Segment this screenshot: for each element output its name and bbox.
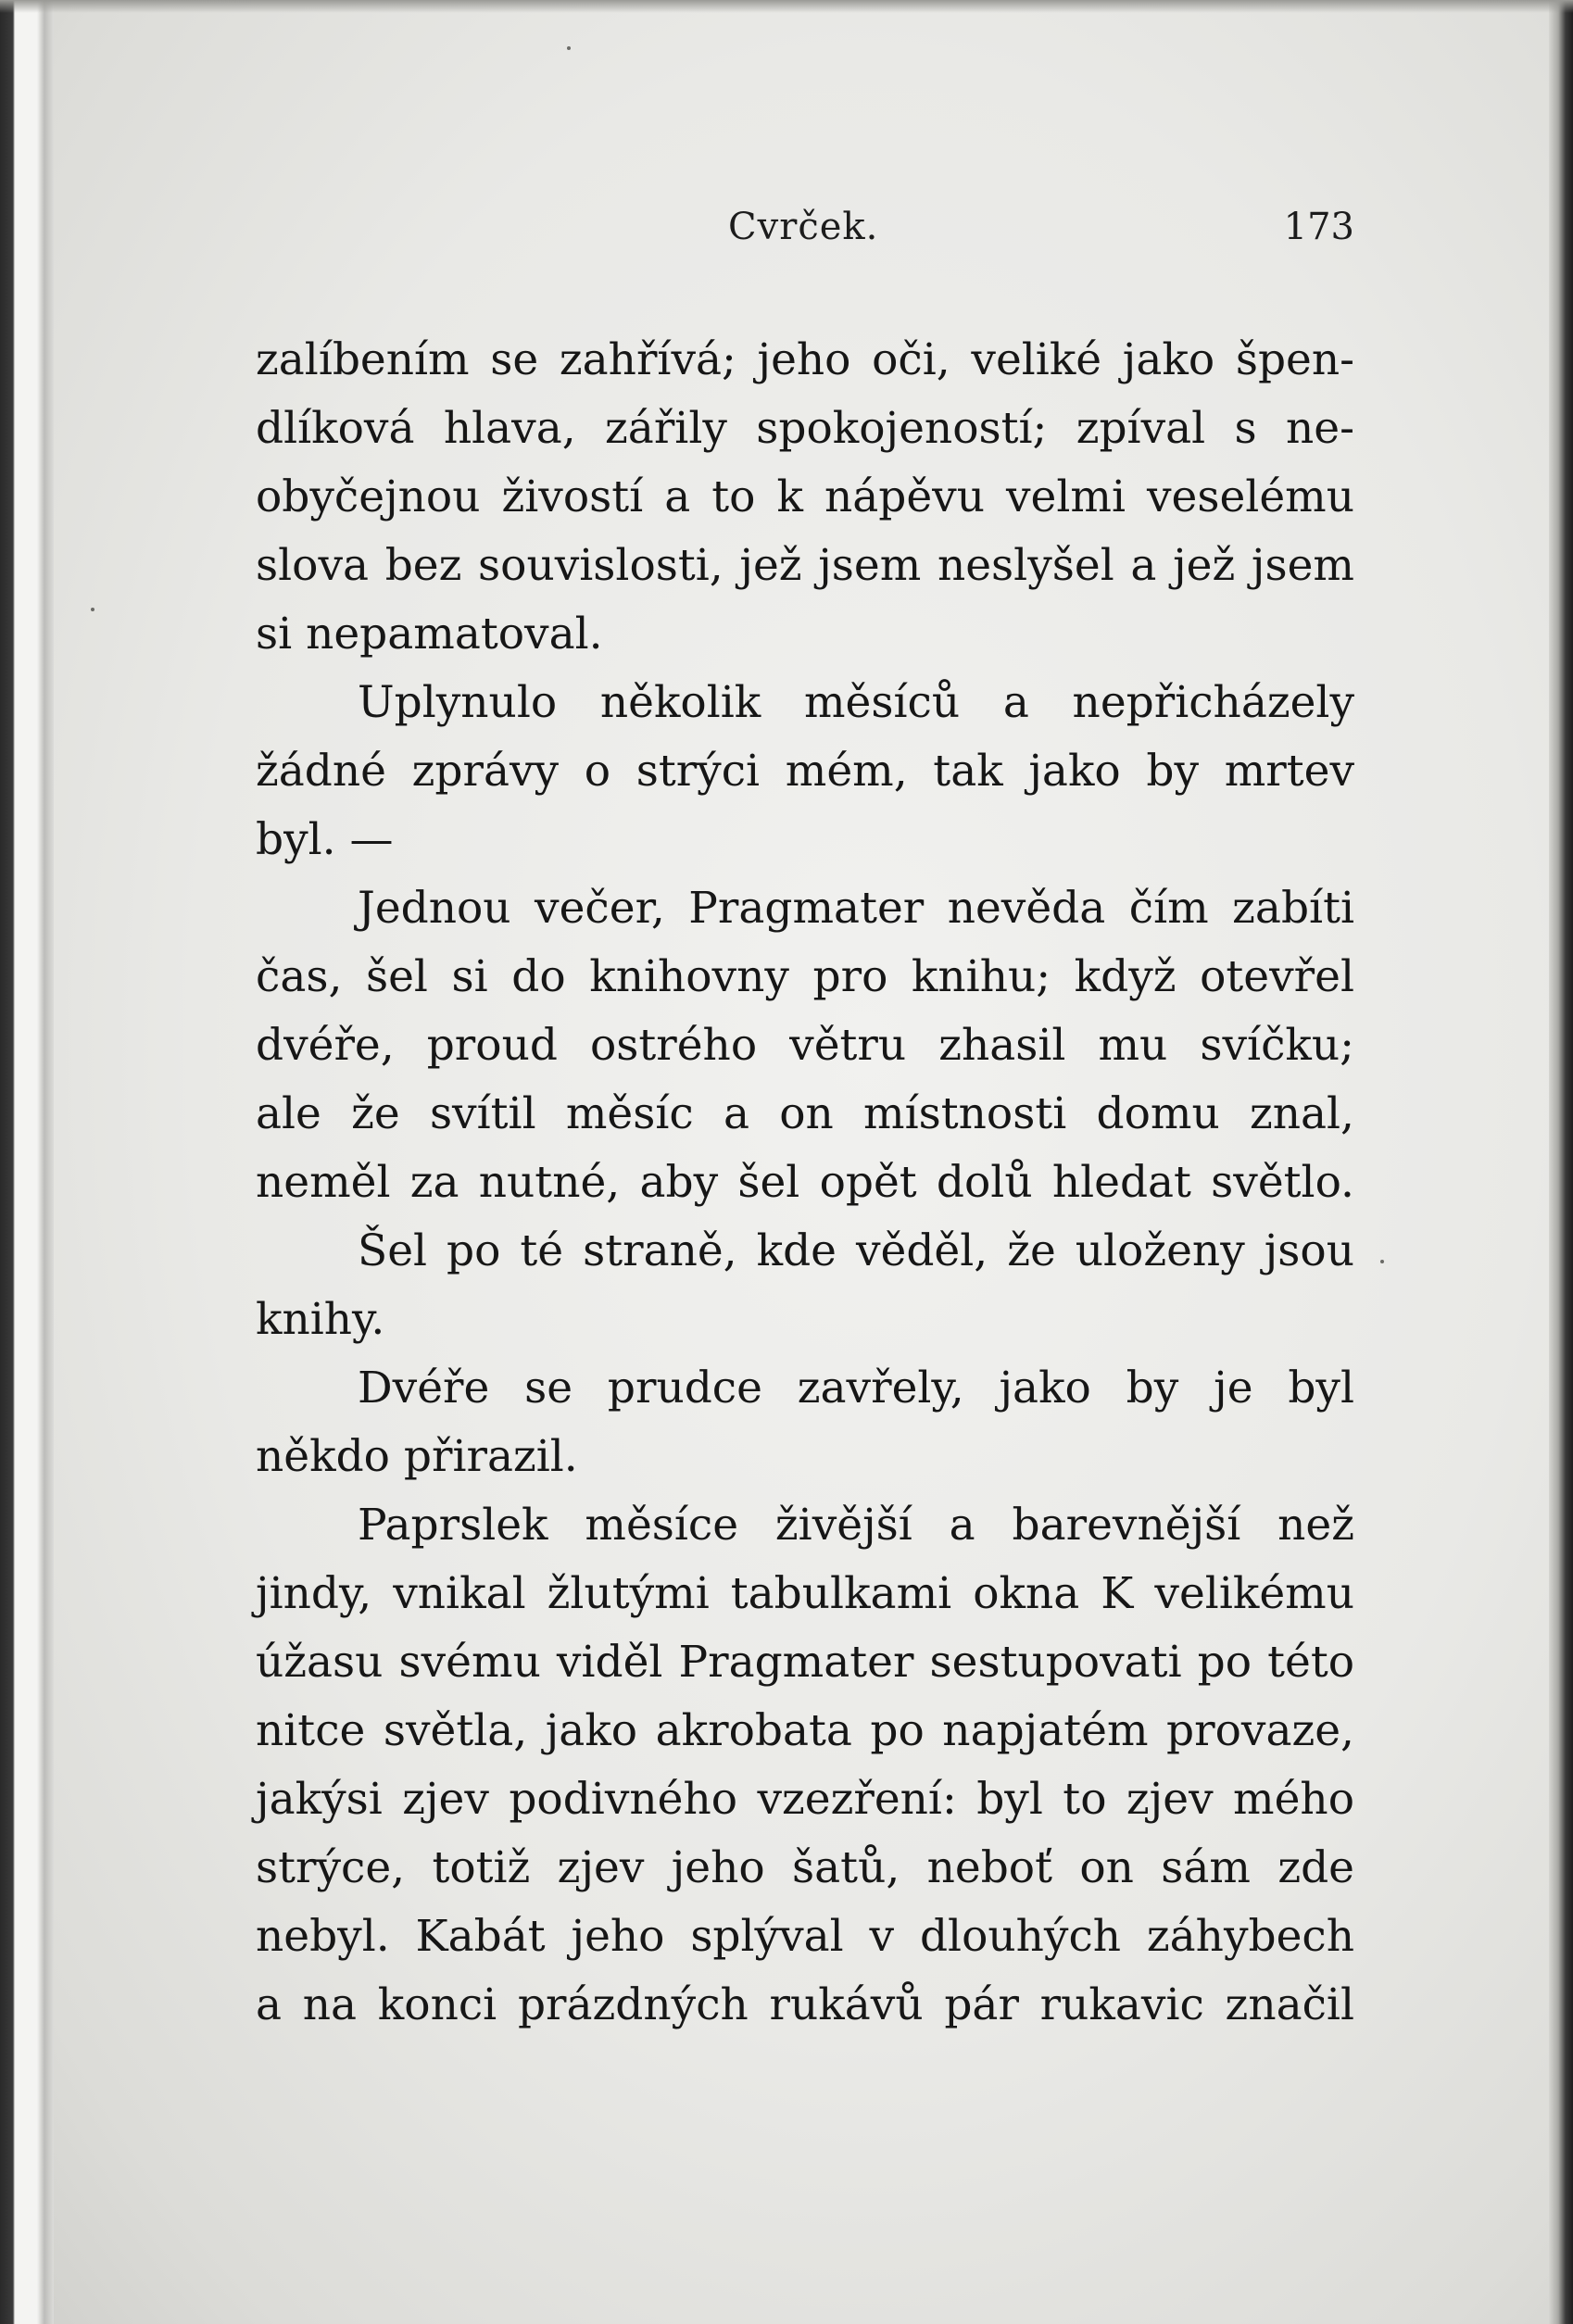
text-line: Šel po té straně, kde věděl, že uloženy jsou xyxy=(358,1225,1354,1276)
text-line: slova bez souvislosti, jež jsem neslyšel a jež jsem xyxy=(256,540,1354,591)
text-line: neměl za nutné, aby šel opět dolů hledat světlo. xyxy=(256,1157,1354,1208)
paper-speck xyxy=(567,46,571,50)
text-line: nitce světla, jako akrobata po napjatém provaze, xyxy=(256,1705,1354,1756)
text-line: Uplynulo několik měsíců a nepřicházely xyxy=(358,677,1354,728)
text-line: dlíková hlava, zářily spokojeností; zpíval s ne- xyxy=(256,403,1354,454)
text-line: byl. — xyxy=(256,814,394,865)
text-line: úžasu svému viděl Pragmater sestupovati po této xyxy=(256,1637,1354,1688)
text-line: strýce, totiž zjev jeho šatů, neboť on sám zde xyxy=(256,1842,1354,1893)
paper-speck xyxy=(1380,1260,1384,1263)
text-line: knihy. xyxy=(256,1294,385,1345)
running-head-title: Cvrček. xyxy=(728,206,879,248)
text-line: Dvéře se prudce zavřely, jako by je byl xyxy=(358,1363,1354,1413)
text-line: jakýsi zjev podivného vzezření: byl to zjev mého xyxy=(256,1774,1354,1825)
page-top-edge xyxy=(0,0,1573,13)
text-line: někdo přirazil. xyxy=(256,1431,578,1482)
text-line: Jednou večer, Pragmater nevěda čím zabíti xyxy=(358,883,1354,934)
text-line: ale že svítil měsíc a on místnosti domu znal, xyxy=(256,1088,1354,1139)
text-line: žádné zprávy o strýci mém, tak jako by mrtev xyxy=(256,746,1354,797)
text-line: Paprslek měsíce živější a barevnější než xyxy=(358,1500,1354,1551)
text-line: si nepamatoval. xyxy=(256,609,603,660)
running-head xyxy=(256,206,1354,261)
text-line: čas, šel si do knihovny pro knihu; když otevřel xyxy=(256,951,1354,1002)
text-line: jindy, vnikal žlutými tabulkami okna K velikému xyxy=(256,1568,1354,1619)
text-line: zalíbením se zahřívá; jeho oči, veliké jako špen- xyxy=(256,334,1354,385)
body-text xyxy=(256,326,1354,2040)
text-line: nebyl. Kabát jeho splýval v dlouhých záhybech xyxy=(256,1911,1354,1962)
text-line: a na konci prázdných rukávů pár rukavic značil xyxy=(256,1979,1354,2030)
page-number: 173 xyxy=(1283,206,1354,248)
page-left-edge xyxy=(0,0,54,2324)
text-line: dvéře, proud ostrého větru zhasil mu svíčku; xyxy=(256,1020,1354,1071)
text-line: obyčejnou živostí a to k nápěvu velmi veselému xyxy=(256,471,1354,522)
paper-speck xyxy=(91,608,94,611)
page-right-edge xyxy=(1549,0,1573,2324)
